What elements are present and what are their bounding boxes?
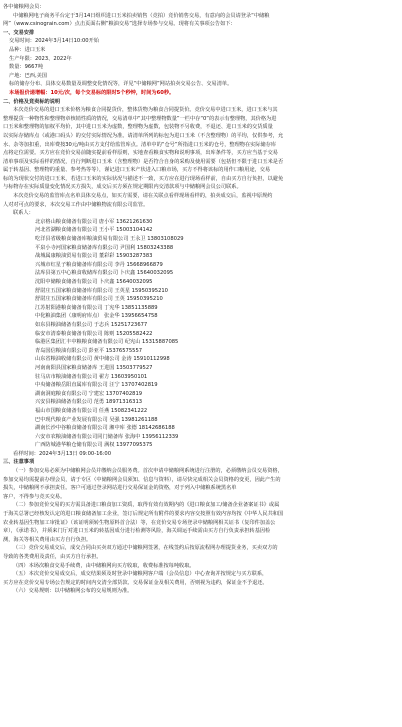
text-line: 交易时间：2024年3月14日10:00开始 bbox=[9, 38, 99, 45]
text-line: 六安市农粮油储备有限公司同门储备库 张海中 13956112339 bbox=[35, 433, 179, 440]
text-line: 驻马店市粮油储备有限公司 翟方 13603950101 bbox=[35, 373, 148, 380]
text-line: 北京格山粮食储备有限公司 唐小军 13621261630 bbox=[35, 218, 153, 225]
text-line: 山东省粮油收储有限公司 黄中储公司 金涛 15910112998 bbox=[35, 356, 170, 363]
text-line: 客户，不得参与竞买交易。 bbox=[3, 493, 66, 500]
text-line: 舒尉庄五国家粮食储备库有限公司 王英 15950395210 bbox=[35, 296, 163, 303]
text-line: 河北省湖粮食储备有限公司 王小平 15003104142 bbox=[35, 227, 153, 234]
text-line: 标的为现状交付的进口玉米，若进口玉米的实际状况与描述不一致，买方应在进行现场看样前，自由买方自行负担，以避免 bbox=[3, 175, 284, 182]
text-line: （六）交易规则：以中储粮网公布的交易规则为准。 bbox=[13, 588, 133, 595]
text-line: 战城属康粮油贸易有限公司 董彩彩 15903287383 bbox=[35, 253, 153, 260]
text-line: 与标物存在实际质量变化情况买方损失，成交后买方须在规定期限内交清款项与中储粮网会员公司联系。 bbox=[3, 184, 242, 191]
section-heading: 一、交易安排 bbox=[3, 29, 35, 36]
text-line: 兴城市红星子粮食储备库有限公司 李丹 15668966879 bbox=[35, 261, 163, 268]
text-line: （二）参加竞价交易的买方需具备进口粮食加工资质，取得有效有效期内的《进口粮食加工/储备企业备案证书》或属 bbox=[13, 502, 280, 509]
text-line: 本次竞价交易的监管库点名单具体交易点，如买方需要，请在关联点看样现场看样的，拍卖成交后，监视中原规约 bbox=[13, 193, 273, 200]
text-line: 本次竞价交易的进口玉米价格为粮食合同提货价，整体货物为粮食合同提货价。竞价交易中进口玉米，进口玉米与其 bbox=[13, 107, 278, 114]
text-line: 湖南洞庭粮食有限公司 宁建宏 13707402819 bbox=[35, 390, 143, 397]
text-line: 整理提货一种物性和整理物章核销性质的情况，交易清单中“其中整理物数量”一栏中存“0”的表示有整理物，其价格为进 bbox=[3, 115, 277, 122]
text-line: 农业转基因生物加工审批证》（该证明须转生物原料首合法）等，在竞价交易专场登录中储粮网相关证书（复印件加盖公 bbox=[3, 519, 276, 526]
text-line: 本场报价递增幅：10元/次，每个交易标的限时5个秒钟，时间为60秒。 bbox=[9, 89, 175, 96]
text-line: 青岛国信粮油有限公司 彭亚平 15376575557 bbox=[35, 347, 143, 354]
text-line: （一）参加交易必须为中储粮网会员并缴纳会员服务费。首次申请中储粮网系统进行注册的，必须缴纳会员交易资格， bbox=[13, 468, 283, 475]
text-line: 看样时间：2024年3月13日 09:00-16:00 bbox=[13, 450, 112, 457]
text-line: 平泉小寺河国家粮食储备库有限公司 尹国利 15803243388 bbox=[35, 244, 174, 251]
text-line: 人对对可点的要求，本次交易工作由中储粮物流有限公司监管。 bbox=[3, 201, 149, 208]
text-line: 损失，中储粮网不承担责任。客户可通过登录网站进行交易保证金的资格，对于列入中储粮系统黑名单 bbox=[3, 485, 237, 492]
text-line: 口玉米和整理物的加权平均价，其中进口玉米为虚数，整理物为虚数，包装物不另收费，不退还、进口玉米的交货质量 bbox=[3, 124, 273, 131]
text-line: 测，海关等相关费用由买方自行负担。 bbox=[3, 536, 92, 543]
text-line: 章），《承诺书》，并须来门厅对进口玉米的转基因成分进行检测等风险，海关调运手续需由买方自行负责承担转基因检 bbox=[3, 528, 271, 535]
text-line: 临港区集团汇丰中粮粮食储备有限公司 纪宪山 15315887085 bbox=[35, 339, 179, 346]
text-line: 湖南长沙中谷粮食储备有限公司 湘中库 张德 18142686188 bbox=[35, 425, 175, 432]
text-line: 临安市清泰粮食储备有限公司 陈则 15205582422 bbox=[35, 330, 153, 337]
text-line: 水、杂等加扣重，出库费按30元/吨由买方支付给监管库点。清单中的“仓号”所指进口玉米的仓号，整理物在实际储存库 bbox=[3, 141, 277, 148]
text-line: 导致的各类费用及责任，由买方自行承担。 bbox=[3, 554, 102, 560]
text-line: 联系人： bbox=[13, 210, 34, 217]
text-line: 数量：9667吨 bbox=[9, 64, 43, 71]
text-line: 于海关总署已经核发认定的进口粮食储备加工企业，签订后规定所有附件的要求内容交按照有效内容均按《中华人民共和国 bbox=[3, 511, 284, 518]
text-line: （五）本次竞价交易成交后，成交结果须及时登录中储粮网客户端（会员信息）中心查询并按规定与买方联系， bbox=[13, 571, 268, 578]
text-line: 江苏射阳港粮食储备有限公司 丁宪华 13851135889 bbox=[35, 304, 158, 311]
text-line: （四）本场次粮食交易手续费，由中储粮网向买方收取，收费标准按每吨收取。 bbox=[13, 562, 195, 569]
text-line: 中化粮油集团（康明府库点） 张金华 13956654758 bbox=[35, 313, 158, 320]
text-line: 兴安县粮油储备有限公司 范勇 18971316313 bbox=[35, 399, 143, 406]
text-line: 沈阳中储粮食储备有限公司 卜庆鑫 15640032095 bbox=[35, 279, 153, 285]
text-line: 如东县粮油储备有限公司 于志兵 15251723677 bbox=[35, 321, 148, 328]
text-line: 河南南阳县国家粮食储备库 王进国 13503779527 bbox=[35, 364, 153, 371]
text-line: 标的储存分布、具体交易数量及调整变化情况等，详见“中储粮网”网站拍卖交易公告、交易清单。 bbox=[9, 81, 233, 88]
text-line: 产地：巴西,美国 bbox=[9, 72, 47, 79]
text-line: 各中储粮网会员： bbox=[3, 4, 45, 10]
text-line: 生产年限：2023、2022年 bbox=[9, 55, 72, 62]
text-line: 清单事项及实际看样的情况，自行判断进口玉米（含整理物）是否符合自身的采购及使用需要（包括但不限于进口玉米是否 bbox=[3, 158, 284, 165]
text-line: 巴中现代粮食产业发展有限公司 吴强 13981261188 bbox=[35, 416, 158, 423]
text-line: 参加交易均需提前办理会员，请于专区（中储粮网会员须知、信息与资料），请尽快完成相关会员资格的变更，因此产生的 bbox=[3, 476, 281, 483]
text-line: 属于转基因、整理物的重量、参考热等等），谨记进口玉米产状进入口粮市场，买方不得将该标的用作口粮用途，交易 bbox=[3, 167, 271, 174]
text-line: 买方应在竞价交易专场公告规定的时间内交清全部货款、交易保证金及相关费用，否则视为违约，保证金不予退还。 bbox=[3, 579, 268, 586]
section-heading: 二、价格及竞卖标的说明 bbox=[3, 98, 61, 105]
text-line: 品种：进口玉米 bbox=[9, 46, 46, 53]
text-line: 网”（www.csinograin.com）点击页面右侧“粮油交易”选择专场参与交易。现将有关事项公告如下： bbox=[3, 21, 236, 28]
text-line: 中央储备粮岳阳直属库有限公司 汪宁 13707402819 bbox=[35, 382, 158, 389]
text-line: 舒尉庄五国家粮食储备库有限公司 王英星 15950395210 bbox=[35, 287, 168, 294]
text-line: 以实际存储库点（或港口码头）的交付实际情况为准。请清单所列的标包为进口玉米（不含整理物）的平均，仅供参考，允 bbox=[3, 132, 284, 139]
text-line: 法库县第五中心粮食收储库有限公司 卜庆鑫 15640032095 bbox=[35, 270, 174, 277]
text-line: 福山市国粮食储备有限公司 任燕 15082341222 bbox=[35, 407, 148, 414]
text-line: （三）竞价交易成交后，成交合同由买卖双方通过中储粮网签署，在线签约后按原流程网办理提货业务，买卖双方的 bbox=[13, 545, 278, 552]
section-heading: 三、注意事项 bbox=[3, 459, 35, 466]
text-line: 吃洋县省级粮食储备库粮油贸易有限公司 王永卫 13803108029 bbox=[35, 236, 184, 243]
text-line: 中储粮网电子商务平台定于3月14日组织进口玉米拍卖销售（竞拍）竞价销售交易，有意向的会员请登录“中储粮 bbox=[13, 12, 270, 19]
text-line: 点将定位需要。买方应在竞价交易前随实提前看样原则，实地查看粮食实物和说明事项，出库条件等，买方应当基于交易 bbox=[3, 150, 278, 157]
text-line: 广西防城港华粮仓储有限公司 满权 13977095375 bbox=[35, 442, 153, 449]
